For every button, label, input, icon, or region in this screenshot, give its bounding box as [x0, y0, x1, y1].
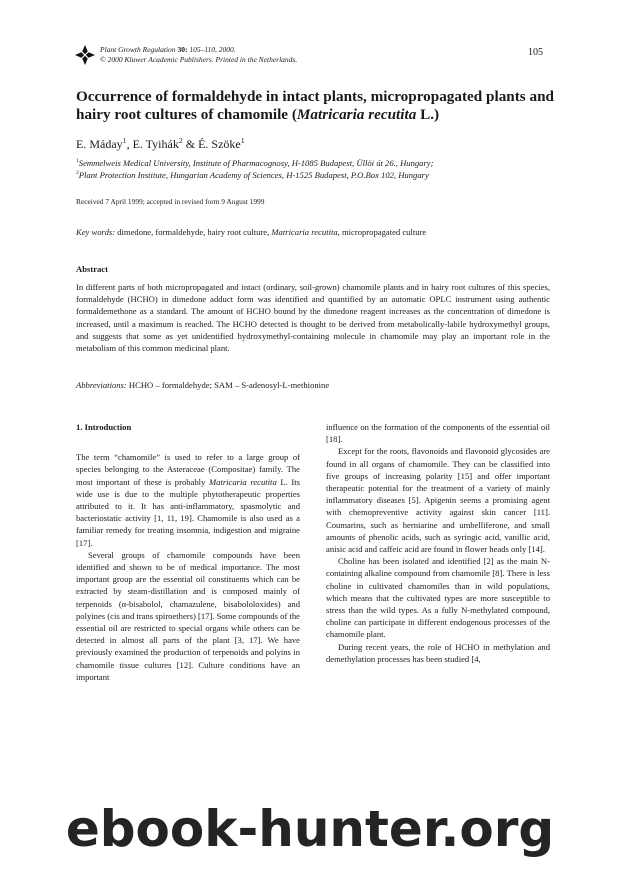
affiliations: [76, 157, 556, 181]
affiliation-1: [76, 157, 556, 169]
keywords-text: dimedone, formaldehyde, hairy root culture,: [115, 227, 272, 237]
body-column-right: [326, 421, 550, 665]
author-affil-mark: 1: [122, 136, 127, 145]
abbreviations-text: HCHO – formaldehyde; SAM – S-adenosyl-L-methionine: [126, 380, 330, 390]
author-name: E. Máday: [76, 137, 123, 151]
affiliation-label: 2: [76, 170, 79, 177]
title-text: Occurrence of formaldehyde in intact plants, micropropagated plants and hairy root cultures of chamomile (: [76, 88, 554, 123]
author-affil-mark: 1: [240, 136, 245, 145]
journal-info: [100, 45, 297, 65]
species-name: Matricaria recutita: [208, 476, 277, 487]
paragraph: Several groups of chamomile compounds have been identified and shown to be of medical importance. The most important group are the essential oil constituents which can be extracted by steam-distillation and is composed mainly of terpenoids (α-bisabolol, chamazulene, bisabololoxides) and polyines (cis and trans spiroethers) [17]. Some compounds of the essential oil are restricted to special organs while others can be detected in almost all parts of the plant [3, 17]. We have previously examined the production of terpenoids and polyins in chamomile tissue cultures [12]. Culture conditions have an important: [76, 549, 300, 682]
paragraph: influence on the formation of the components of the essential oil [18].: [326, 422, 550, 445]
author-separator: ,: [126, 137, 133, 151]
keywords: [76, 227, 546, 237]
affiliation-text: Plant Protection Institute, Hungarian Academy of Sciences, H-1525 Budapest, P.O.Box 102, Hungary: [78, 170, 429, 180]
paragraph: Choline has been isolated and identified [2] as the main N-containing alkaline compound from chamomile [8]. There is less choline in cultivated chamomiles than in wild populations, which means that the cultivated types are more susceptible to stress than the wild types. As a fully N-methylated compound, choline can participate in different endogenous processes of the chamomile plant.: [326, 556, 550, 640]
body-column-left: [76, 421, 300, 683]
keywords-label: Key words:: [76, 227, 116, 237]
section-heading: 1. Introduction: [76, 422, 132, 432]
author-list: [76, 137, 245, 152]
keywords-species: Matricaria recutita: [271, 227, 338, 237]
paragraph: During recent years, the role of HCHO in methylation and demethylation processes has been studied [4,: [326, 641, 550, 664]
paragraph-text: L. Its wide use is due to the multiple phytotherapeutic properties attributed to it. It has anti-inflammatory, spasmolytic and bacteriostatic activity [1, 11, 19]. Chamomile is also used as a familiar remedy for treating insomnia, indigestion and migraine [17].: [76, 476, 300, 548]
journal-pages: 105–110, 2000.: [189, 45, 236, 54]
watermark: ebook-hunter.org: [65, 800, 555, 858]
affiliation-label: 1: [76, 158, 79, 165]
author-separator: &: [182, 137, 199, 151]
paragraph: Except for the roots, flavonoids and flavonoid glycosides are found in all organs of chamomile. They can be classified into five groups of increasing polarity [15] and offer important therapeutic potential for the treatment of a variety of mainly inflammatory diseases [5]. Apigenin seems a promising agent with chemopreventive activity against skin cancer [11]. Coumarins, such as herniarine and umbelliferone, and small amounts of phenolic acids, such as syringic acid, vanillic acid, anisic acid and caffeic acid are found in flower heads only [14].: [326, 446, 550, 555]
affiliation-text: Semmelweis Medical University, Institute of Pharmacognosy, H-1085 Budapest, Üllöi út 26., Hungary;: [78, 158, 434, 168]
title-suffix: L.): [416, 106, 440, 123]
journal-name: Plant Growth Regulation: [100, 45, 176, 54]
page-number: 105: [528, 47, 543, 58]
author-name: É. Szöke: [198, 137, 241, 151]
publisher-logo-icon: [75, 45, 95, 65]
author-affil-mark: 2: [178, 136, 183, 145]
keywords-text-end: , micropropagated culture: [337, 227, 427, 237]
abstract-text: In different parts of both micropropagated and intact (ordinary, soil-grown) chamomile plants and in hairy root cultures of this species, formaldehyde (HCHO) in dimedone adduct form was identified and quantified by an automatic OPLC instrument using authentic formaldemethone as a standard. The amount of HCHO bound by the dimedone reagent increases as the concentration of dimedone is increased, until a maximum is reached. The HCHO detected is thought to be derived from metabolically-labile hydroxymethyl groups, and suggests that some as yet unidentified hydroxymethyl-containing molecule in chamomile may play an important role in the metabolism of this common medicinal plant.: [76, 282, 550, 354]
received-dates: Received 7 April 1999; accepted in revised form 9 August 1999: [76, 197, 265, 206]
abbreviations-label: Abbreviations:: [76, 380, 127, 390]
article-title: [76, 88, 556, 124]
journal-volume: 30:: [177, 45, 188, 54]
paragraph-text: The term “chamomile” is used to refer to a large group of species belonging to the Asteraceae (Compositae) family. The most important of these is probably: [76, 452, 300, 487]
abstract-heading: Abstract: [76, 264, 108, 274]
title-species: Matricaria recutita: [296, 106, 417, 123]
paragraph: [76, 451, 300, 549]
copyright-line: © 2000 Kluwer Academic Publishers. Printed in the Netherlands.: [100, 55, 298, 64]
abbreviations: [76, 380, 550, 390]
author-name: E. Tyihák: [132, 137, 179, 151]
affiliation-2: [76, 169, 556, 181]
